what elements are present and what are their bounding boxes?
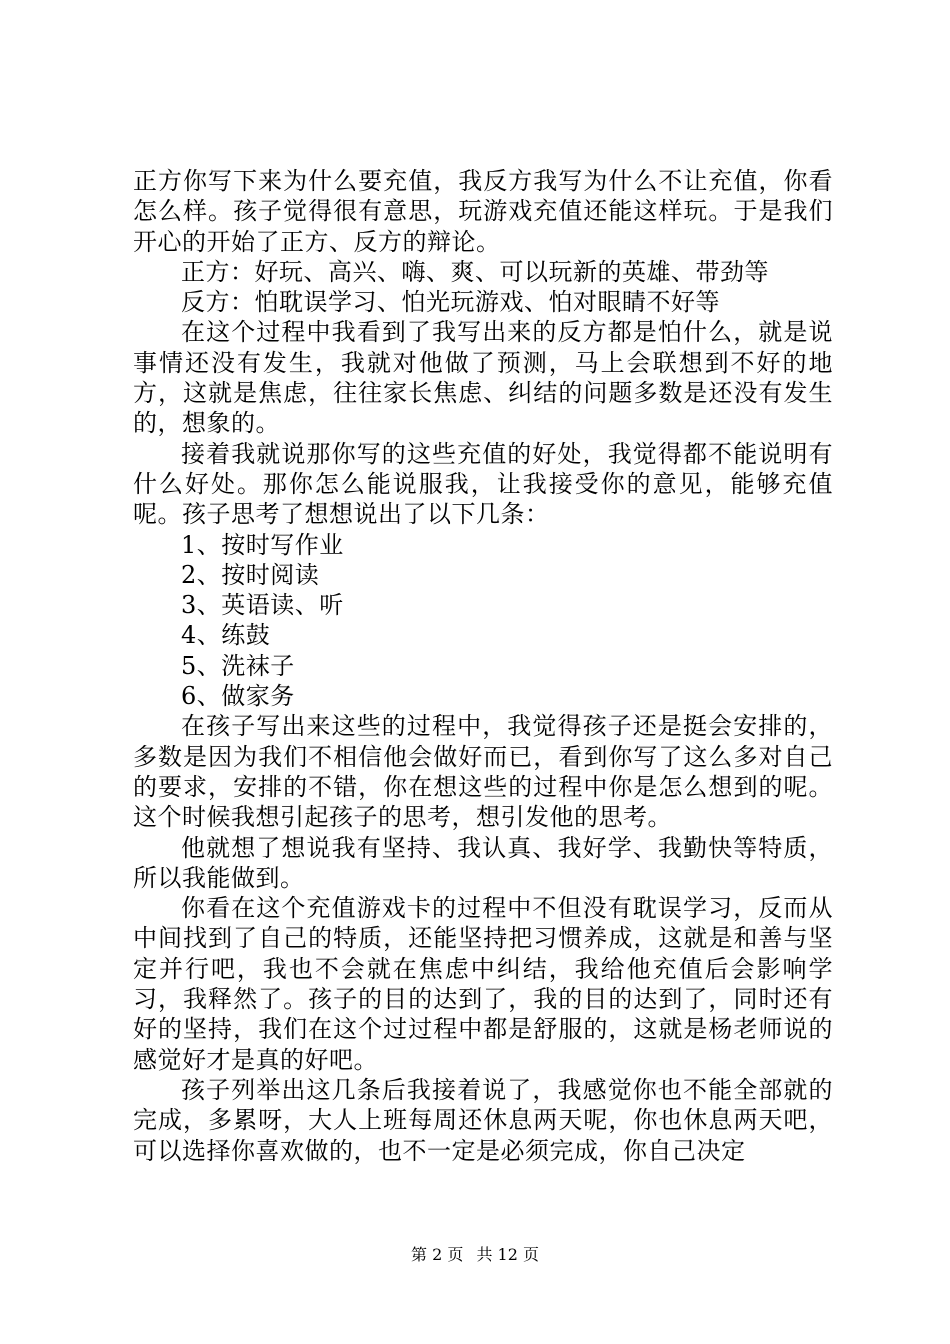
paragraph: 在这个过程中我看到了我写出来的反方都是怕什么，就是说事情还没有发生，我就对他做了预测，马上会联想到不好的地方，这就是焦虑，往往家长焦虑、纠结的问题多数是还没有发生的，想象的。 [133, 318, 833, 438]
page-footer [0, 1245, 950, 1265]
document-body [133, 166, 833, 1166]
list-item: 5、洗袜子 [181, 651, 295, 680]
list-item: 3、英语读、听 [181, 591, 344, 620]
paragraph-con-side: 反方：怕耽误学习、怕光玩游戏、怕对眼睛不好等 [181, 288, 720, 317]
list-item: 6、做家务 [181, 682, 295, 711]
paragraph: 你看在这个充值游戏卡的过程中不但没有耽误学习，反而从中间找到了自己的特质，还能坚持把习惯养成，这就是和善与坚定并行吧，我也不会就在焦虑中纠结，我给他充值后会影响学习，我释然了。孩子的目的达到了，我的目的达到了，同时还有好的坚持，我们在这个过过程中都是舒服的，这就是杨老师说的感觉好才是真的好吧。 [133, 894, 833, 1074]
paragraph: 他就想了想说我有坚持、我认真、我好学、我勤快等特质，所以我能做到。 [133, 833, 833, 892]
paragraph: 在孩子写出来这些的过程中，我觉得孩子还是挺会安排的，多数是因为我们不相信他会做好而已，看到你写了这么多对自己的要求，安排的不错，你在想这些的过程中你是怎么想到的呢。这个时候我想引起孩子的思考，想引发他的思考。 [133, 712, 833, 832]
paragraph-pro-side: 正方：好玩、高兴、嗨、爽、可以玩新的英雄、带劲等 [181, 257, 769, 286]
page-total: 共 12 页 [476, 1245, 539, 1264]
paragraph: 孩子列举出这几条后我接着说了，我感觉你也不能全部就的完成，多累呀，大人上班每周还休息两天呢，你也休息两天吧，可以选择你喜欢做的，也不一定是必须完成，你自己决定 [133, 1075, 833, 1165]
list-item: 4、练鼓 [181, 621, 271, 650]
list-item: 2、按时阅读 [181, 560, 320, 589]
paragraph: 接着我就说那你写的这些充值的好处，我觉得都不能说明有什么好处。那你怎么能说服我，让我接受你的意见，能够充值呢。孩子思考了想想说出了以下几条： [133, 439, 833, 529]
list-item: 1、按时写作业 [181, 530, 344, 559]
paragraph-continued: 正方你写下来为什么要充值，我反方我写为什么不让充值，你看怎么样。孩子觉得很有意思，玩游戏充值还能这样玩。于是我们开心的开始了正方、反方的辩论。 [133, 167, 833, 256]
page-number: 第 2 页 [411, 1245, 464, 1264]
